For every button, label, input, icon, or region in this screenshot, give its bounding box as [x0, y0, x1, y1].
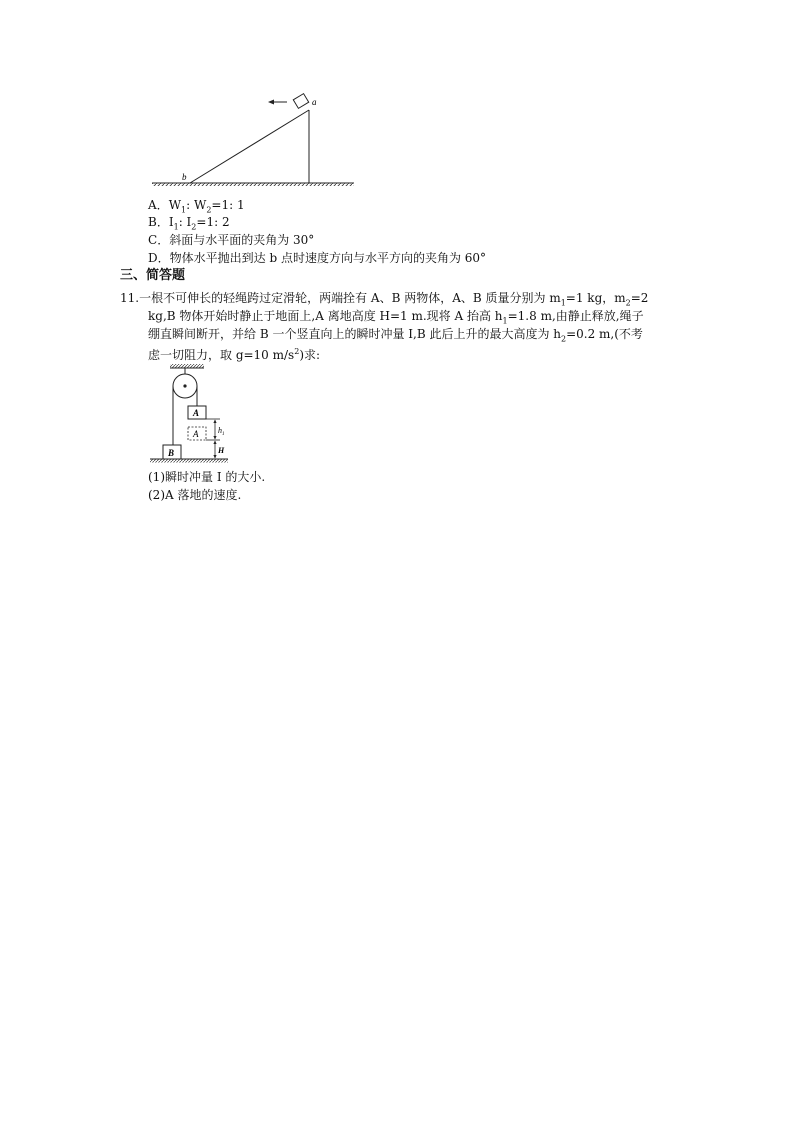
label-h1: $h_1$: [218, 426, 225, 437]
label-A: A: [193, 408, 200, 418]
arrow-head-icon: [268, 100, 274, 105]
pulley-axle: [183, 384, 186, 387]
option-b: B．$I_1$: $I_2=1$: 2: [148, 215, 230, 232]
incline-surface: [190, 110, 309, 183]
label-B: B: [168, 448, 175, 458]
problem-line-4: 虑一切阻力，取 g=10 $m/s^2$)求:: [148, 347, 321, 362]
option-d: D．物体水平抛出到达 b 点时速度方向与水平方向的夹角为 60°: [148, 251, 487, 265]
problem-line-2: kg,B 物体开始时静止于地面上,A 离地高度 H=1 m.现将 A 抬高 $h_1=1.8$ m,由静止释放,绳子: [148, 309, 644, 326]
H-arrow-down-icon: [213, 455, 216, 459]
option-c: C．斜面与水平面的夹角为 30°: [148, 233, 315, 247]
h1-arrow-down-icon: [213, 436, 216, 440]
pulley-figure: [148, 362, 238, 466]
block-a: [293, 94, 308, 109]
question-1: (1)瞬时冲量 I 的大小.: [148, 470, 266, 484]
ground-hatch: [152, 183, 354, 186]
label-b: b: [182, 172, 187, 182]
H-arrow-up-icon: [213, 441, 216, 445]
problem-line-3: 绷直瞬间断开，并给 B 一个竖直向上的瞬时冲量 I,B 此后上升的最大高度为 $h_2=0.2$ m,(不考: [148, 327, 643, 344]
problem-line-1: 11.一根不可伸长的轻绳跨过定滑轮，两端拴有 A、B 两物体，A、B 质量分别为 $m_1=1$ kg，$m_2=2$: [120, 291, 649, 308]
problem-number: 11.: [120, 291, 140, 305]
label-A-dashed: A: [193, 429, 199, 439]
ceiling-hatch: [170, 364, 204, 368]
ground-hatch-2: [150, 459, 228, 463]
label-H: H: [218, 446, 225, 455]
incline-figure: [148, 92, 358, 188]
option-a: A．$W_1$: $W_2=1$: 1: [148, 198, 245, 215]
question-2: (2)A 落地的速度.: [148, 488, 242, 502]
h1-arrow-up-icon: [213, 420, 216, 424]
section-heading: 三、简答题: [120, 268, 186, 283]
label-a: a: [312, 97, 317, 107]
